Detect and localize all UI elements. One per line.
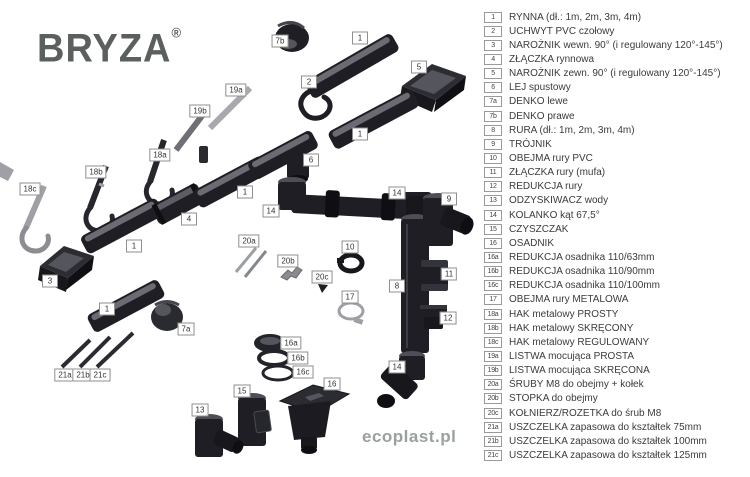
watermark: ecoplast.pl [362,427,457,446]
legend-label: CZYSZCZAK [509,223,569,235]
legend-number-16: 16 [484,238,502,249]
legend-item-12 [484,180,746,194]
legend-number-5: 5 [484,68,502,79]
part-label-1: 1 [352,32,368,45]
legend-number-10: 10 [484,153,502,164]
legend-item-19a [484,349,746,363]
legend-item-16a [484,250,746,264]
part-label-3: 3 [42,275,58,288]
part-label-11: 11 [441,268,457,281]
legend-number-7b: 7b [484,111,502,122]
legend-item-14 [484,208,746,222]
legend-number-19a: 19a [484,351,502,362]
legend-item-18a [484,307,746,321]
legend-item-7b [484,109,746,123]
part-label-7a: 7a [178,323,195,336]
legend-item-21c [484,448,746,462]
legend-label: STOPKA do obejmy [509,393,598,405]
legend-number-20a: 20a [484,379,502,390]
part-label-19b: 19b [189,105,210,118]
legend-number-9: 9 [484,139,502,150]
legend-label: HAK metalowy PROSTY [509,308,619,320]
legend-item-19b [484,364,746,378]
legend-number-8: 8 [484,125,502,136]
legend-label: RYNNA (dł.: 1m, 2m, 3m, 4m) [509,11,642,23]
legend-number-2: 2 [484,26,502,37]
legend-number-14: 14 [484,210,502,221]
legend-label: DENKO lewe [509,96,568,108]
legend-label: USZCZELKA zapasowa do kształtek 75mm [509,421,702,433]
sediment-trap [280,385,349,454]
legend-number-21a: 21a [484,422,502,433]
part-label-1: 1 [352,128,368,141]
part-label-21c: 21c [90,369,111,382]
legend-item-18b [484,321,746,335]
registered-mark: ® [171,25,183,41]
part-label-16: 16 [324,378,341,391]
clamp-foot [281,267,302,280]
legend-number-18c: 18c [484,337,502,348]
legend-label: REDUKCJA osadnika 110/100mm [509,280,660,292]
gutter-section [327,88,420,150]
legend-item-6 [484,81,746,95]
part-label-18a: 18a [149,149,170,162]
legend-item-16b [484,265,746,279]
legend-item-16 [484,236,746,250]
legend-number-4: 4 [484,54,502,65]
legend-label: OSADNIK [509,237,555,249]
part-label-20c: 20c [312,271,333,284]
part-label-4: 4 [181,213,197,226]
legend-label: USZCZELKA zapasowa do kształtek 125mm [509,449,707,461]
part-label-14: 14 [389,187,406,200]
legend-item-21a [484,420,746,434]
screw-rosette [318,284,328,293]
legend-item-15 [484,222,746,236]
legend-item-18c [484,335,746,349]
legend-label: NAROŻNIK zewn. 90° (i regulowany 120°-145°) [509,68,721,80]
legend-label: LISTWA mocująca SKRĘCONA [509,365,650,377]
legend-label: HAK metalowy SKRĘCONY [509,322,634,334]
legend-item-1 [484,10,746,24]
legend-label: OBEJMA rury PVC [509,152,593,164]
part-label-14: 14 [389,361,406,374]
legend-item-20c [484,406,746,420]
legend-item-20a [484,378,746,392]
gutter-section [86,278,166,333]
part-label-18b: 18b [85,166,106,179]
legend-label: USZCZELKA zapasowa do kształtek 100mm [509,435,707,447]
legend-label: ODZYSKIWACZ wody [509,195,609,207]
legend-number-16a: 16a [484,252,502,263]
legend-item-10 [484,151,746,165]
legend-item-21b [484,434,746,448]
legend-number-18a: 18a [484,309,502,320]
part-label-21b: 21b [72,369,93,382]
part-label-14: 14 [263,205,280,218]
part-label-13: 13 [192,404,209,417]
metal-hook-adjustable [22,186,48,251]
legend-label: RURA (dł.: 1m, 2m, 3m, 4m) [509,124,635,136]
part-label-16b: 16b [287,352,308,365]
legend-item-11 [484,166,746,180]
legend-item-5 [484,67,746,81]
part-label-2: 2 [301,76,317,89]
part-label-19a: 19a [225,84,246,97]
legend-item-20b [484,392,746,406]
legend-number-11: 11 [484,167,502,178]
cleanout [238,393,271,446]
legend-number-6: 6 [484,82,502,93]
legend-label: LISTWA mocująca PROSTA [509,350,635,362]
part-label-1: 1 [237,186,253,199]
legend-label: KOLANKO kąt 67,5° [509,209,600,221]
legend-number-21b: 21b [484,436,502,447]
water-recovery [195,414,245,457]
legend-item-3 [484,38,746,52]
part-label-5: 5 [411,61,427,74]
legend-label: LEJ spustowy [509,82,571,94]
legend-number-16b: 16b [484,266,502,277]
legend-label: REDUKCJA osadnika 110/90mm [509,266,655,278]
legend-item-8 [484,123,746,137]
part-label-8: 8 [389,280,405,293]
legend-label: NAROŻNIK wewn. 90° (i regulowany 120°-145°) [509,39,723,51]
trap-reducer-ring [263,366,293,380]
part-label-16a: 16a [280,337,301,350]
legend-label: REDUKCJA rury [509,181,583,193]
legend-item-4 [484,52,746,66]
part-label-1: 1 [126,240,142,253]
legend-number-15: 15 [484,224,502,235]
legend-item-9 [484,137,746,151]
part-label-7b: 7b [272,35,289,48]
legend-item-17 [484,293,746,307]
spare-gasket [97,333,133,367]
legend-number-21c: 21c [484,450,502,461]
part-label-16c: 16c [293,366,314,379]
legend-number-20c: 20c [484,408,502,419]
legend-number-18b: 18b [484,323,502,334]
legend-label: ZŁĄCZKA rynnowa [509,53,595,65]
legend-number-16c: 16c [484,280,502,291]
spare-gasket [80,337,110,367]
legend-label: ZŁĄCZKA rury (mufa) [509,167,606,179]
legend-number-13: 13 [484,195,502,206]
legend-label: OBEJMA rury METALOWA [509,294,629,306]
legend-number-20b: 20b [484,393,502,404]
legend-label: KOŁNIERZ/ROZETKA do śrub M8 [509,407,662,419]
part-label-12: 12 [440,312,457,325]
legend-label: HAK metalowy REGULOWANY [509,336,650,348]
part-label-20b: 20b [277,255,298,268]
part-label-6: 6 [303,154,319,167]
legend-item-2 [484,24,746,38]
part-label-1: 1 [99,303,115,316]
legend-number-3: 3 [484,40,502,51]
legend-number-12: 12 [484,181,502,192]
pipe-clamp-metal [339,303,363,325]
legend-number-19b: 19b [484,365,502,376]
part-label-21a: 21a [54,369,75,382]
part-label-18c: 18c [20,183,41,196]
pipe-clamp-pvc [337,255,362,271]
legend-item-7a [484,95,746,109]
legend-number-17: 17 [484,294,502,305]
legend-number-1: 1 [484,12,502,23]
part-label-10: 10 [342,241,359,254]
legend [484,10,746,463]
legend-label: UCHWYT PVC czołowy [509,25,615,37]
part-label-9: 9 [441,193,457,206]
part-label-20a: 20a [238,235,259,248]
legend-item-13 [484,194,746,208]
legend-label: TRÓJNIK [509,138,552,150]
brand-name: BRYZA [37,27,172,71]
clamp-screws [236,248,266,277]
metal-strip-fragment [0,162,14,181]
trap-reducer-ring [259,351,289,365]
legend-number-7a: 7a [484,96,502,107]
part-label-15: 15 [234,385,251,398]
legend-label: ŚRUBY M8 do obejmy + kołek [509,379,644,391]
legend-label: REDUKCJA osadnika 110/63mm [509,251,655,263]
part-label-17: 17 [342,291,359,304]
legend-item-16c [484,279,746,293]
legend-label: DENKO prawe [509,110,575,122]
